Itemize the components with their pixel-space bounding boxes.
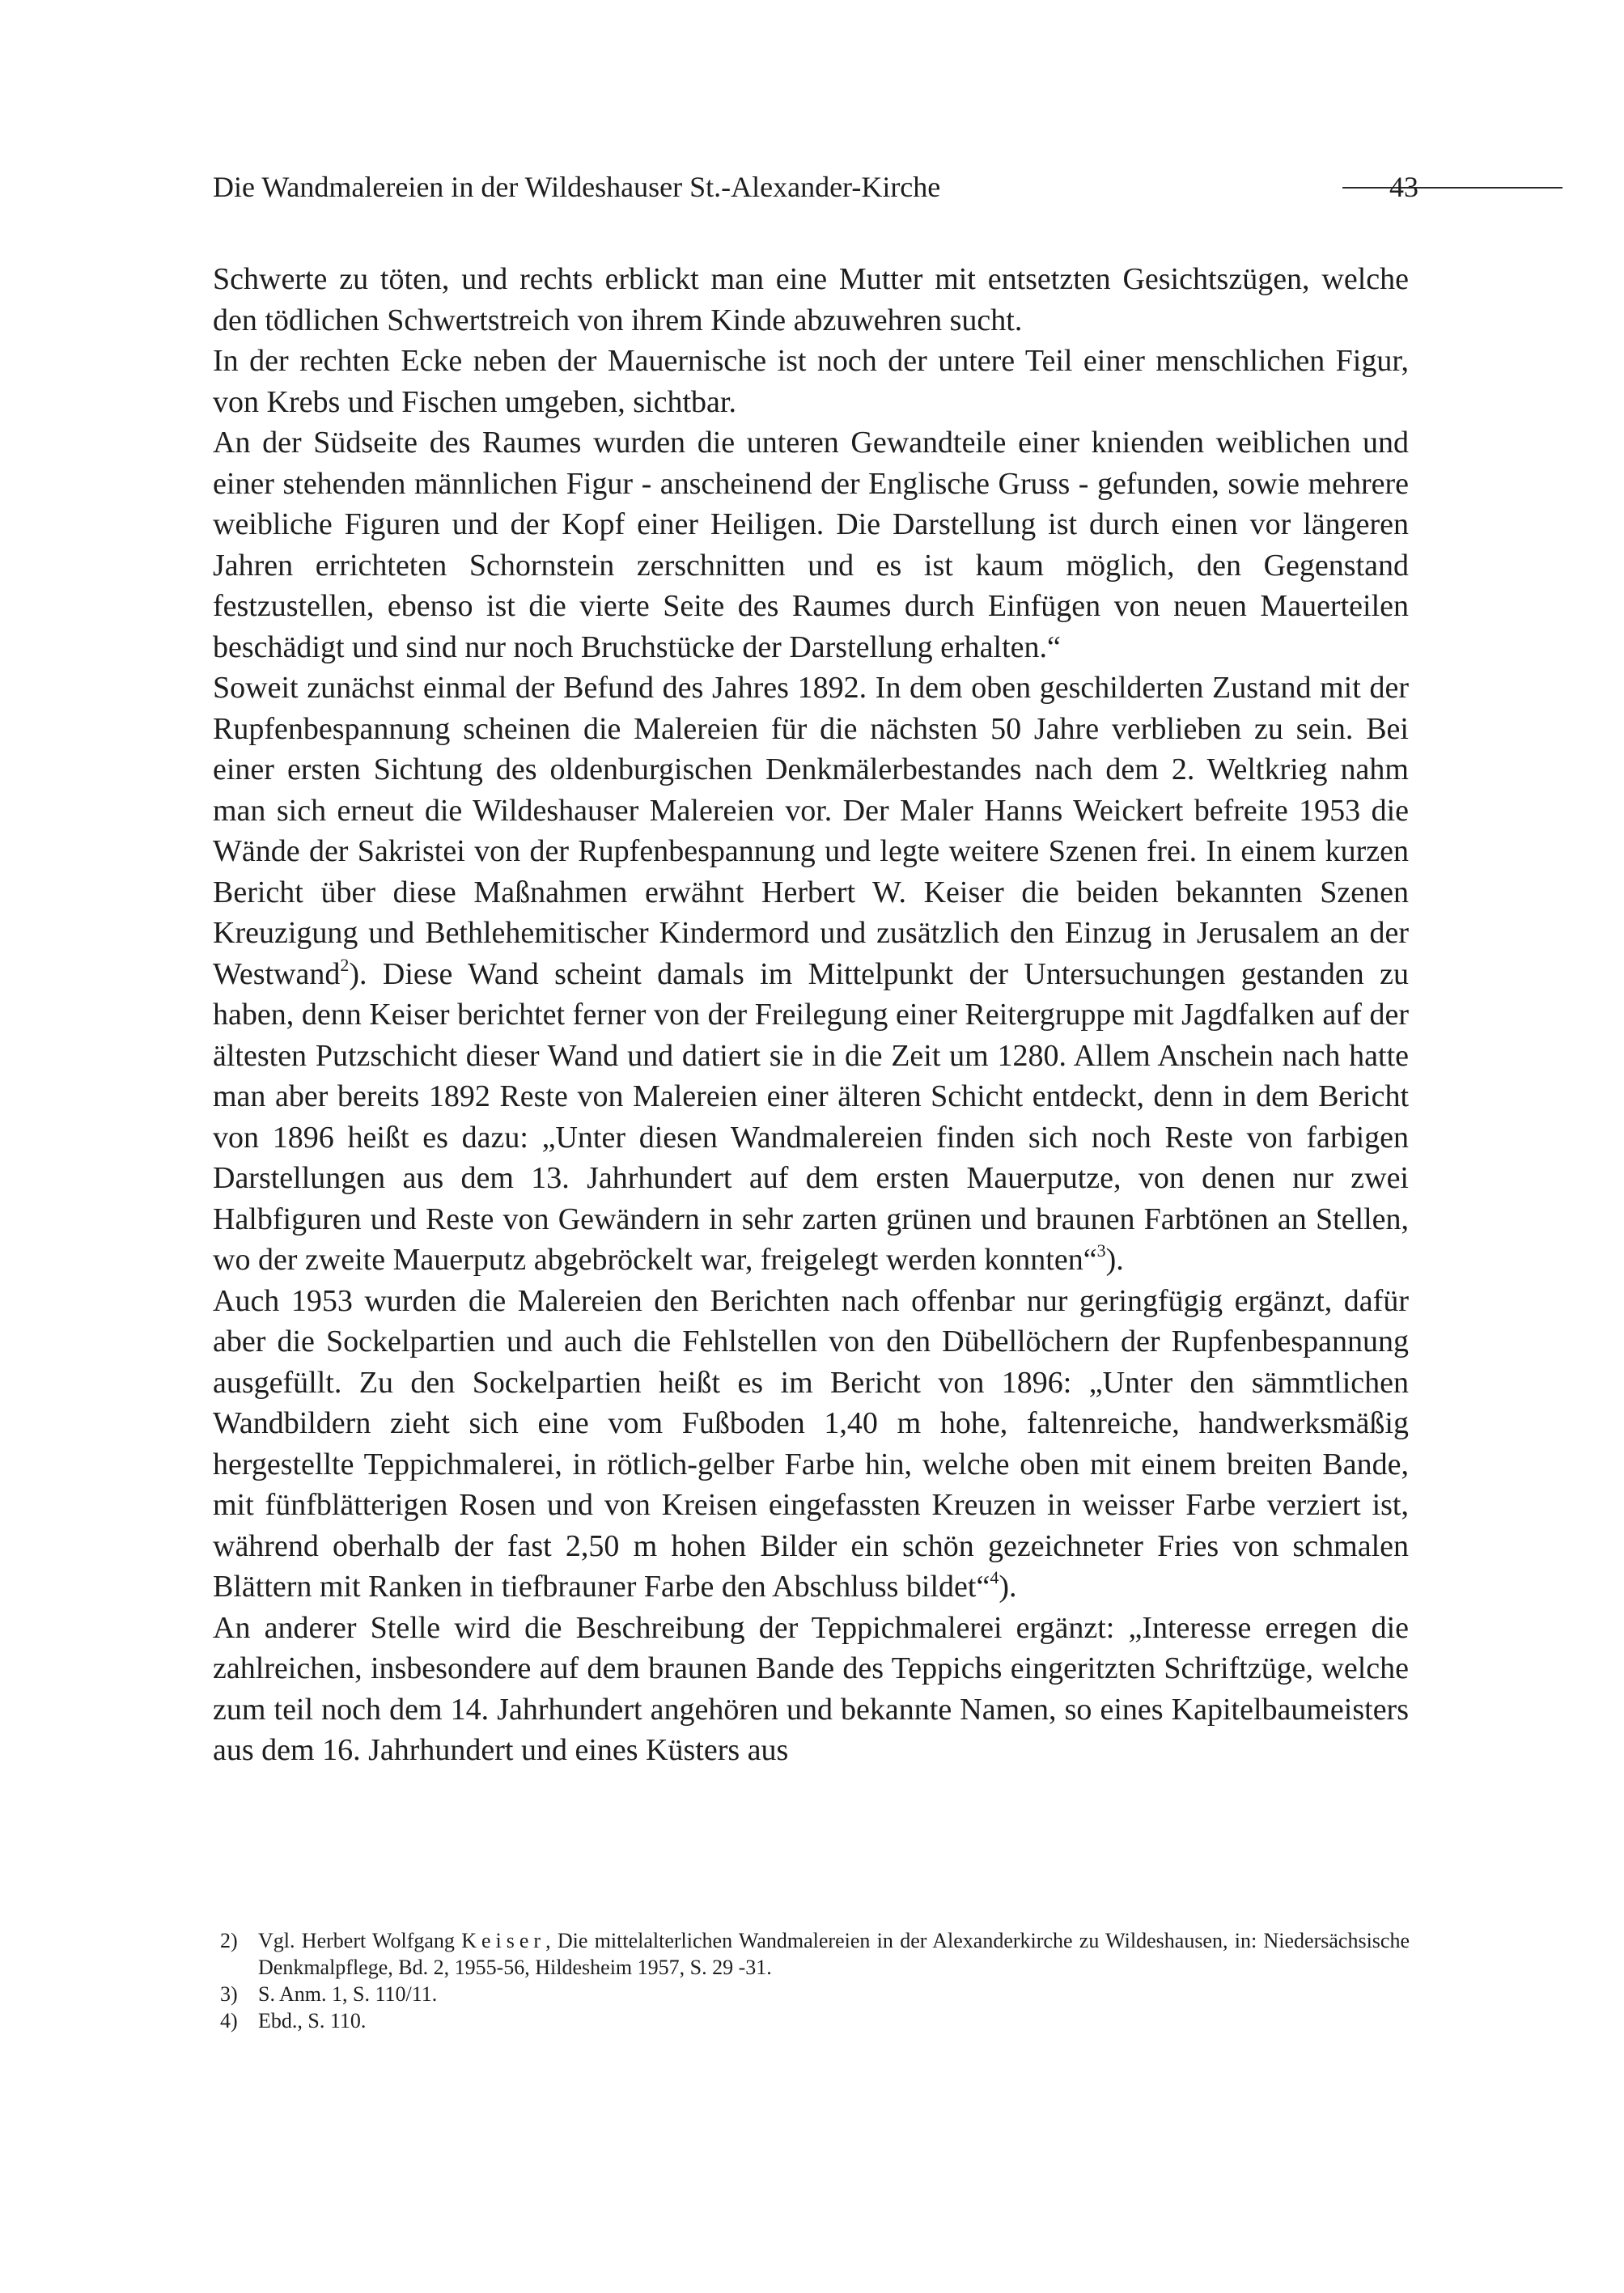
page-number: 43 [1389, 171, 1418, 203]
body-text [213, 259, 1409, 1771]
footnote-ref: 3 [1096, 1240, 1106, 1261]
footnote-author: Keiser [461, 1929, 546, 1952]
paragraph [213, 1281, 1409, 1608]
footnotes [220, 1927, 1410, 2034]
paragraph-text: ). [1105, 1243, 1124, 1277]
paragraph-text: Soweit zunächst einmal der Befund des Jahres 1892. In dem oben geschilderten Zustand mit der Rupfenbespannung scheinen die Malereien für die nächsten 50 Jahre verblieben zu sein. Bei einer ersten Sichtung des oldenburgischen Denkmälerbestandes nach dem 2. Weltkrieg nahm man sich erneut die Wildeshauser Malereien vor. Der Maler Hanns Weickert befreite 1953 die Wände der Sakristei von der Rupfenbespannung und legte weitere Szenen frei. In einem kurzen Bericht über diese Maßnahmen erwähnt Herbert W. Keiser die beiden bekannten Szenen Kreuzigung und Bethlehemitischer Kindermord und zusätzlich den Einzug in Jerusalem an der Westwand [213, 671, 1409, 991]
footnote-text: S. Anm. 1, S. 110/11. [258, 1982, 438, 2006]
header-rule [1342, 187, 1563, 189]
footnote-text: , Die mittelalterlichen Wandmalereien in der Alexanderkirche zu Wildeshausen, in: Niedersächsische Denkmalpflege, Bd. 2, 1955-56, Hildesheim 1957, S. 29 -31. [258, 1929, 1410, 1979]
footnote [220, 1981, 1410, 2007]
footnote-number: 3) [220, 1982, 238, 2006]
footnote-number: 4) [220, 2009, 238, 2032]
paragraph-text: ). [999, 1570, 1017, 1604]
footnote-ref: 2 [340, 954, 350, 975]
footnote-ref: 4 [990, 1567, 999, 1587]
footnote [220, 1927, 1410, 1981]
paragraph: An der Südseite des Raumes wurden die unteren Gewandteile einer knienden weiblichen und einer stehenden männlichen Figur - anscheinend der Englische Gruss - gefunden, sowie mehrere weibliche Figuren und der Kopf einer Heiligen. Die Darstellung ist durch einen vor längeren Jahren errichteten Schornstein zerschnitten und es ist kaum möglich, den Gegenstand festzustellen, ebenso ist die vierte Seite des Raumes durch Einfügen von neuen Mauerteilen beschädigt und sind nur noch Bruchstücke der Darstellung erhalten.“ [213, 426, 1409, 664]
footnote-text: Vgl. Herbert Wolfgang [258, 1929, 462, 1952]
paragraph: Schwerte zu töten, und rechts erblickt man eine Mutter mit entsetzten Gesichtszügen, welche den tödlichen Schwertstreich von ihrem Kinde abzuwehren sucht. [213, 262, 1409, 337]
paragraph [213, 668, 1409, 1281]
paragraph-text: Auch 1953 wurden die Malereien den Berichten nach offenbar nur geringfügig ergänzt, dafür aber die Sockelpartien und auch die Fehlstellen von den Dübellöchern der Rupfenbespannung ausgefüllt. Zu den Sockelpartien heißt es im Bericht von 1896: „Unter den sämmtlichen Wandbildern zieht sich eine vom Fußboden 1,40 m hohe, faltenreiche, handwerksmäßig hergestellte Teppichmalerei, in rötlich-gelber Farbe hin, welche oben mit einem breiten Bande, mit fünfblätterigen Rosen und von Kreisen eingefassten Kreuzen in weisser Farbe verziert ist, während oberhalb der fast 2,50 m hohen Bilder ein schön gezeichneter Fries von schmalen Blättern mit Ranken in tiefbrauner Farbe den Abschluss bildet“ [213, 1283, 1409, 1604]
footnote-text: Ebd., S. 110. [258, 2009, 367, 2032]
running-title: Die Wandmalereien in der Wildeshauser St.-Alexander-Kirche [213, 171, 941, 203]
footnote [220, 2007, 1410, 2034]
paragraph-text: ). Diese Wand scheint damals im Mittelpunkt der Untersuchungen gestanden zu haben, denn Keiser berichtet ferner von der Freilegung einer Reitergruppe mit Jagdfalken auf der ältesten Putzschicht dieser Wand und datiert sie in die Zeit um 1280. Allem Anschein nach hatte man aber bereits 1892 Reste von Malereien einer älteren Schicht entdeckt, denn in dem Bericht von 1896 heißt es dazu: „Unter diesen Wandmalereien finden sich noch Reste von farbigen Darstellungen aus dem 13. Jahrhundert auf dem ersten Mauerputze, von denen nur zwei Halbfiguren und Reste von Gewändern in sehr zarten grünen und braunen Farbtönen an Stellen, wo der zweite Mauerputz abgebröckelt war, freigelegt werden konnten“ [213, 956, 1409, 1277]
paragraph: In der rechten Ecke neben der Mauernische ist noch der untere Teil einer menschlichen Figur, von Krebs und Fischen umgeben, sichtbar. [213, 344, 1409, 419]
running-header [213, 167, 1418, 207]
paragraph: An anderer Stelle wird die Beschreibung der Teppichmalerei ergänzt: „Interesse erregen die zahlreichen, insbesondere auf dem braunen Bande des Teppichs eingeritzten Schriftzüge, welche zum teil noch dem 14. Jahrhundert angehören und bekannte Namen, so eines Kapitelbaumeisters aus dem 16. Jahrhundert und eines Küsters aus [213, 1610, 1409, 1767]
footnote-number: 2) [220, 1929, 238, 1952]
